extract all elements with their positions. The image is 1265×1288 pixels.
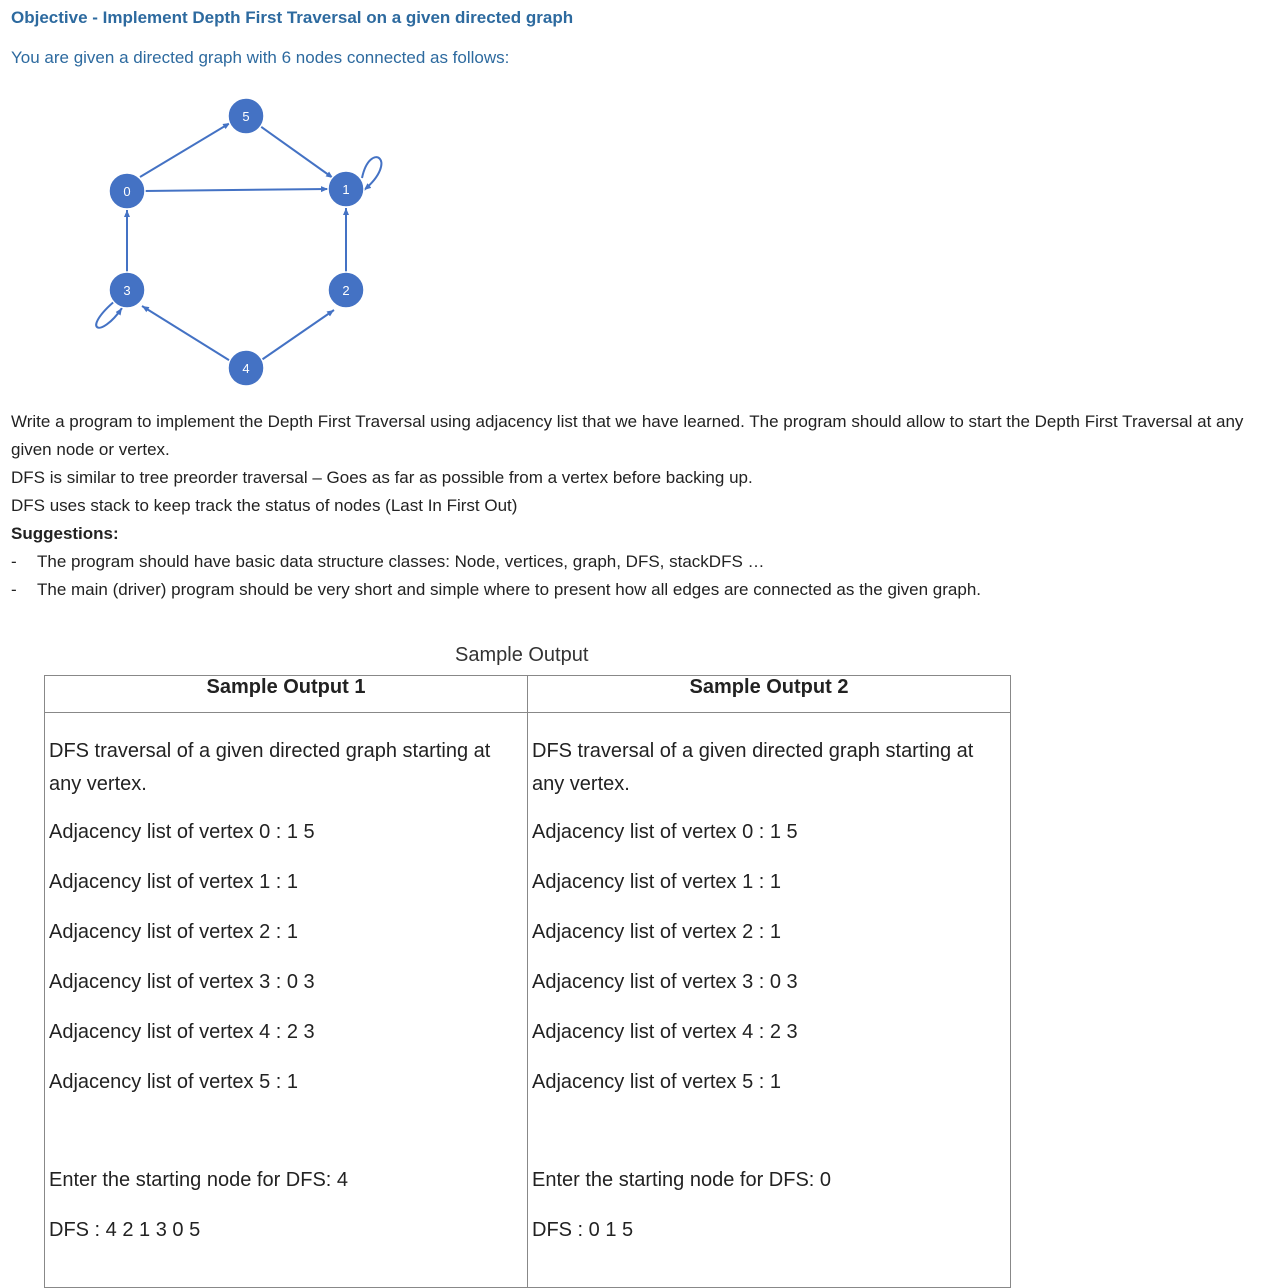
adjacency-line: Adjacency list of vertex 1 : 1 (532, 871, 782, 893)
description-p3: DFS uses stack to keep track the status of nodes (Last In First Out) (11, 496, 518, 515)
adjacency-line: Adjacency list of vertex 5 : 1 (532, 1071, 782, 1093)
description-p2: DFS is similar to tree preorder traversal – Goes as far as possible from a vertex before backing up. (11, 468, 753, 487)
sample-output-table (44, 675, 1011, 1288)
adjacency-line: Adjacency list of vertex 4 : 2 3 (49, 1021, 315, 1043)
bullet-dash: - (11, 580, 17, 599)
intro-text: DFS traversal of a given directed graph starting at any vertex. (49, 740, 491, 795)
column-header: Sample Output 1 (45, 676, 528, 713)
node-4-label: 4 (242, 361, 250, 376)
start-prompt: Enter the starting node for DFS: 0 (532, 1169, 832, 1191)
dfs-result: DFS : 0 1 5 (532, 1219, 634, 1241)
description-p1: Write a program to implement the Depth First Traversal using adjacency list that we have learned. The program should allow to start the Depth First Traversal at any given node or vertex. (11, 412, 1244, 459)
dfs-result: DFS : 4 2 1 3 0 5 (49, 1219, 201, 1241)
adjacency-line: Adjacency list of vertex 5 : 1 (49, 1071, 299, 1093)
page-subtitle: You are given a directed graph with 6 nodes connected as follows: (11, 48, 510, 67)
adjacency-list (49, 807, 523, 1107)
sample-output-2-cell (528, 713, 1011, 1288)
directed-graph-diagram (80, 90, 400, 390)
adjacency-line: Adjacency list of vertex 4 : 2 3 (532, 1021, 798, 1043)
column-header: Sample Output 2 (528, 676, 1011, 713)
suggestion-text: The main (driver) program should be very short and simple where to present how all edges are connected as the given graph. (37, 580, 982, 599)
node-0-label: 0 (123, 184, 131, 199)
adjacency-line: Adjacency list of vertex 0 : 1 5 (532, 821, 798, 843)
node-1 (328, 171, 364, 207)
node-3-label: 3 (123, 283, 131, 298)
node-3 (109, 272, 145, 308)
adjacency-line: Adjacency list of vertex 0 : 1 5 (49, 821, 315, 843)
adjacency-list (532, 807, 1006, 1107)
suggestion-item (11, 576, 1251, 604)
adjacency-line: Adjacency list of vertex 3 : 0 3 (49, 971, 315, 993)
node-5 (228, 98, 264, 134)
node-2 (328, 272, 364, 308)
description (11, 408, 1251, 604)
page-title: Objective - Implement Depth First Traversal on a given directed graph (11, 8, 574, 27)
edge-4-2 (260, 310, 334, 361)
start-prompt: Enter the starting node for DFS: 4 (49, 1169, 349, 1191)
sample-output-caption: Sample Output (455, 644, 589, 666)
adjacency-line: Adjacency list of vertex 3 : 0 3 (532, 971, 798, 993)
suggestions-label: Suggestions: (11, 524, 119, 543)
node-5-label: 5 (242, 109, 250, 124)
edge-0-5 (140, 123, 230, 177)
table-header-row (45, 676, 1011, 713)
bullet-dash: - (11, 552, 17, 571)
adjacency-line: Adjacency list of vertex 2 : 1 (532, 921, 782, 943)
edge-5-1 (260, 126, 333, 178)
node-1-label: 1 (342, 182, 350, 197)
table-row (45, 713, 1011, 1288)
node-4 (228, 350, 264, 386)
adjacency-line: Adjacency list of vertex 1 : 1 (49, 871, 299, 893)
edge-0-1 (144, 189, 328, 191)
sample-output-1-cell (45, 713, 528, 1288)
node-2-label: 2 (342, 283, 350, 298)
adjacency-line: Adjacency list of vertex 2 : 1 (49, 921, 299, 943)
suggestion-item (11, 548, 1251, 576)
edge-1-1-loop (362, 157, 381, 190)
edge-4-3 (142, 306, 232, 362)
node-0 (109, 173, 145, 209)
suggestion-text: The program should have basic data structure classes: Node, vertices, graph, DFS, stackDFS … (37, 552, 765, 571)
intro-text: DFS traversal of a given directed graph starting at any vertex. (532, 740, 974, 795)
